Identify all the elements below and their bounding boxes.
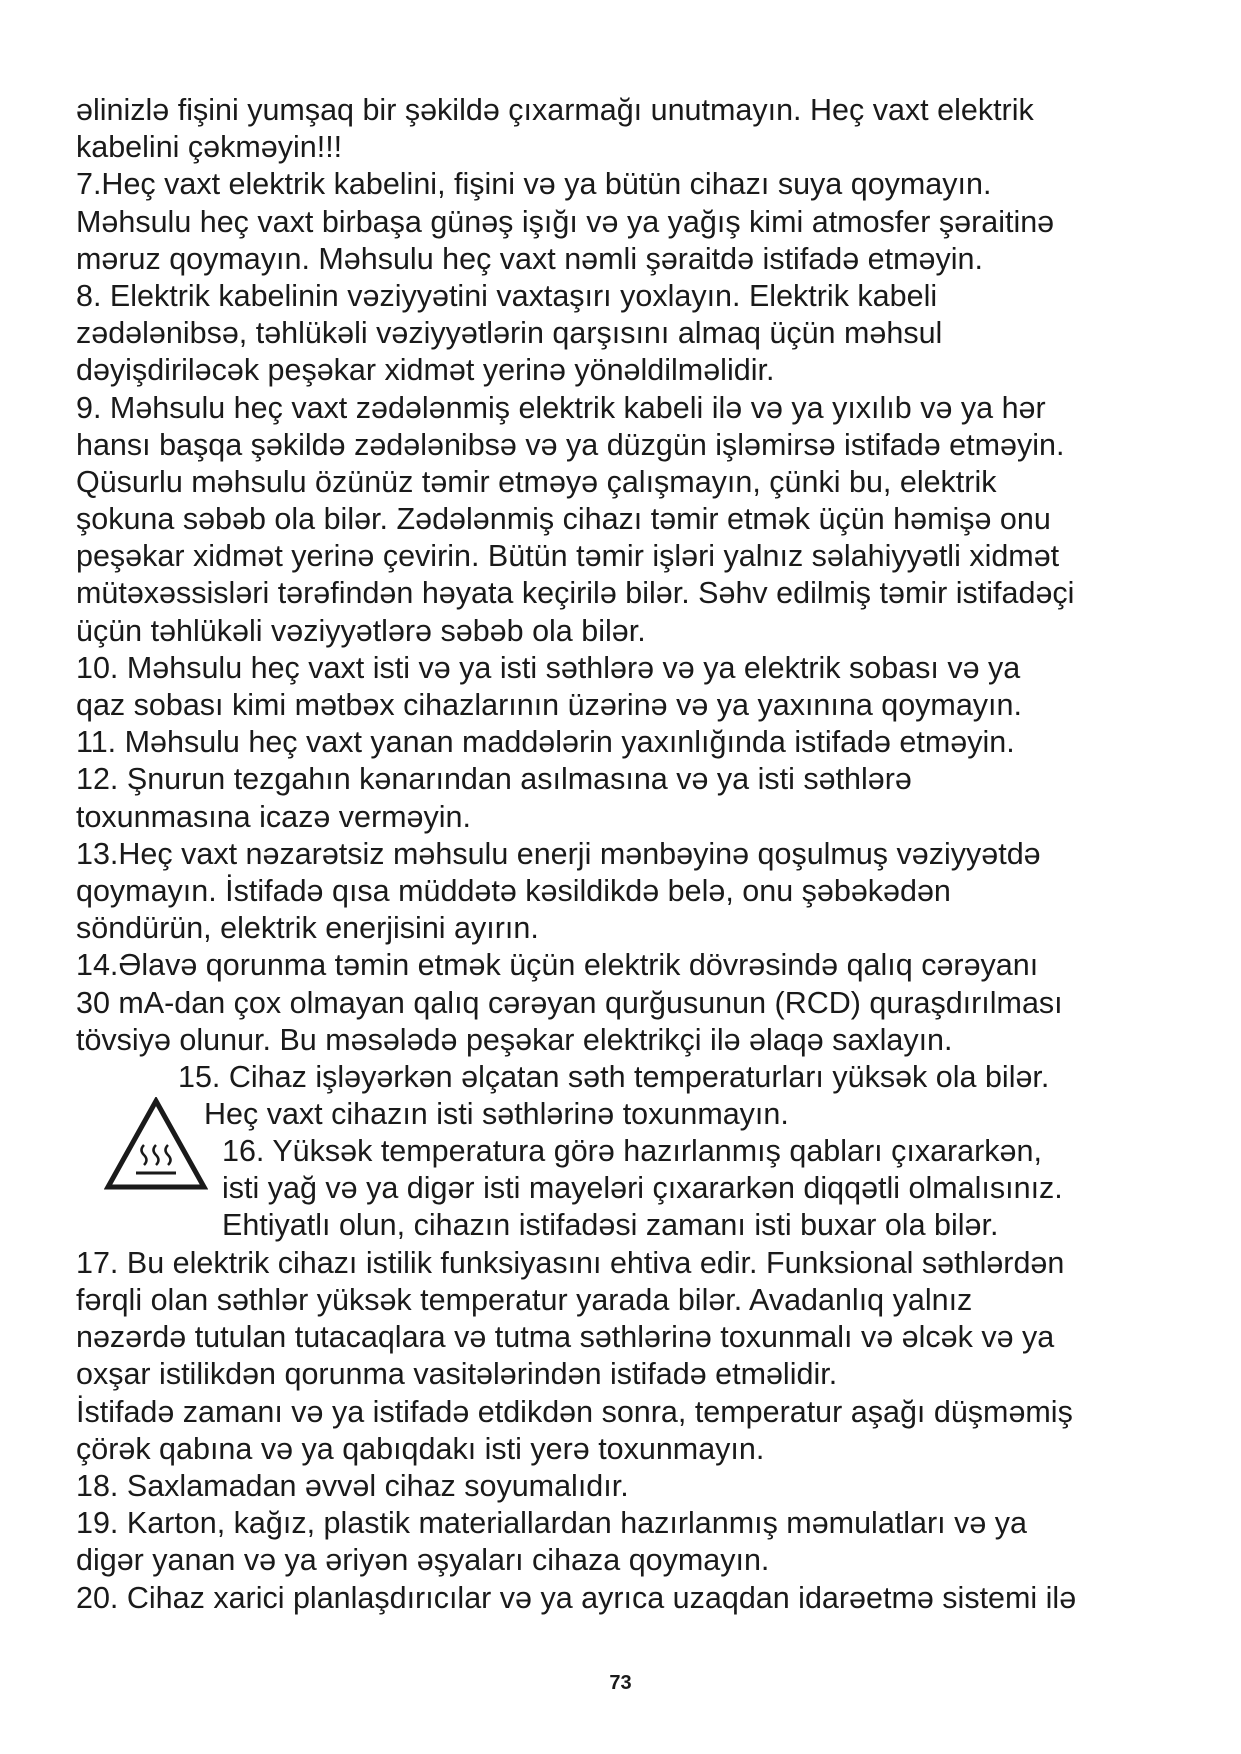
text-line: 7.Heç vaxt elektrik kabelini, fişini və ya bütün cihazı suya qoymayın.	[76, 167, 992, 202]
text-line: çörək qabına və ya qabıqdakı isti yerə toxunmayın.	[76, 1431, 765, 1466]
warning-text-line: Heç vaxt cihazın isti səthlərinə toxunmayın.	[204, 1096, 789, 1131]
page-number: 73	[609, 1672, 632, 1694]
text-line: İstifadə zamanı və ya istifadə etdikdən sonra, temperatur aşağı düşməmiş	[76, 1394, 1073, 1429]
text-before-warning	[76, 92, 1176, 1059]
text-line: dəyişdiriləcək peşəkar xidmət yerinə yönəldilməlidir.	[76, 353, 775, 388]
text-line: fərqli olan səthlər yüksək temperatur yarada bilər. Avadanlıq yalnız	[76, 1283, 973, 1318]
text-line: oxşar istilikdən qorunma vasitələrindən istifadə etməlidir.	[76, 1357, 838, 1392]
text-line: 18. Saxlamadan əvvəl cihaz soyumalıdır.	[76, 1469, 629, 1503]
text-line: Qüsurlu məhsulu özünüz təmir etməyə çalışmayın, çünki bu, elektrik	[76, 464, 997, 499]
text-line: 12. Şnurun tezgahın kənarından asılmasına və ya isti səthlərə	[76, 762, 912, 797]
hot-surface-warning-block	[76, 1059, 1176, 1245]
text-line: 9. Məhsulu heç vaxt zədələnmiş elektrik kabeli ilə və ya yıxılıb və ya hər	[76, 390, 1046, 425]
text-line: 10. Məhsulu heç vaxt isti və ya isti səthlərə və ya elektrik sobası və ya	[76, 650, 1021, 685]
text-line: peşəkar xidmət yerinə çevirin. Bütün təmir işləri yalnız səlahiyyətli xidmət	[76, 539, 1060, 574]
text-line: digər yanan və ya əriyən əşyaları cihaza qoymayın.	[76, 1543, 770, 1578]
text-line: 8. Elektrik kabelinin vəziyyətini vaxtaşırı yoxlayın. Elektrik kabeli	[76, 278, 938, 313]
text-line: 11. Məhsulu heç vaxt yanan maddələrin yaxınlığında istifadə etməyin.	[76, 725, 1015, 760]
text-after-warning	[76, 1245, 1176, 1617]
warning-text-line: 16. Yüksək temperatura görə hazırlanmış qabları çıxararkən,	[222, 1133, 1042, 1168]
text-line: 17. Bu elektrik cihazı istilik funksiyasını ehtiva edir. Funksional səthlərdən	[76, 1245, 1065, 1280]
text-line: məruz qoymayın. Məhsulu heç vaxt nəmli şəraitdə istifadə etməyin.	[76, 241, 983, 276]
text-line: 14.Əlavə qorunma təmin etmək üçün elektrik dövrəsində qalıq cərəyanı	[76, 948, 1039, 983]
text-line: şokuna səbəb ola bilər. Zədələnmiş cihazı təmir etmək üçün həmişə onu	[76, 502, 1051, 537]
warning-text-line: Ehtiyatlı olun, cihazın istifadəsi zamanı isti buxar ola bilər.	[222, 1207, 999, 1242]
text-line: söndürün, elektrik enerjisini ayırın.	[76, 911, 539, 946]
text-line: 13.Heç vaxt nəzarətsiz məhsulu enerji mənbəyinə qoşulmuş vəziyyətdə	[76, 836, 1041, 871]
text-line: hansı başqa şəkildə zədələnibsə və ya düzgün işləmirsə istifadə etməyin.	[76, 427, 1065, 462]
text-line: 20. Cihaz xarici planlaşdırıcılar və ya ayrıca uzaqdan idarəetmə sistemi ilə	[76, 1580, 1077, 1615]
text-line: nəzərdə tutulan tutacaqlara və tutma səthlərinə toxunmalı və əlcək və ya	[76, 1320, 1055, 1355]
text-line: Məhsulu heç vaxt birbaşa günəş işığı və ya yağış kimi atmosfer şəraitinə	[76, 204, 1055, 239]
warning-text-line: 15. Cihaz işləyərkən əlçatan səth temperaturları yüksək ola bilər.	[178, 1059, 1050, 1094]
text-line: mütəxəssisləri tərəfindən həyata keçirilə bilər. Səhv edilmiş təmir istifadəçi	[76, 576, 1075, 611]
text-line: üçün təhlükəli vəziyyətlərə səbəb ola bilər.	[76, 613, 646, 648]
text-line: toxunmasına icazə verməyin.	[76, 799, 471, 834]
text-line: 19. Karton, kağız, plastik materiallardan hazırlanmış məmulatları və ya	[76, 1506, 1027, 1541]
text-line: kabelini çəkməyin!!!	[76, 130, 343, 165]
warning-text-line: isti yağ və ya digər isti mayeləri çıxararkən diqqətli olmalısınız.	[222, 1170, 1063, 1205]
text-line: tövsiyə olunur. Bu məsələdə peşəkar elektrikçi ilə əlaqə saxlayın.	[76, 1022, 953, 1057]
document-body	[76, 92, 1176, 1617]
text-line: zədələnibsə, təhlükəli vəziyyətlərin qarşısını almaq üçün məhsul	[76, 316, 943, 351]
text-line: qaz sobası kimi mətbəx cihazlarının üzərinə və ya yaxınına qoymayın.	[76, 688, 1022, 722]
hot-surface-warning-icon	[104, 1097, 208, 1191]
text-line: əlinizlə fişini yumşaq bir şəkildə çıxarmağı unutmayın. Heç vaxt elektrik	[76, 93, 1034, 127]
text-line: qoymayın. İstifadə qısa müddətə kəsildikdə belə, onu şəbəkədən	[76, 873, 951, 908]
text-line: 30 mA-dan çox olmayan qalıq cərəyan qurğusunun (RCD) quraşdırılması	[76, 985, 1063, 1020]
